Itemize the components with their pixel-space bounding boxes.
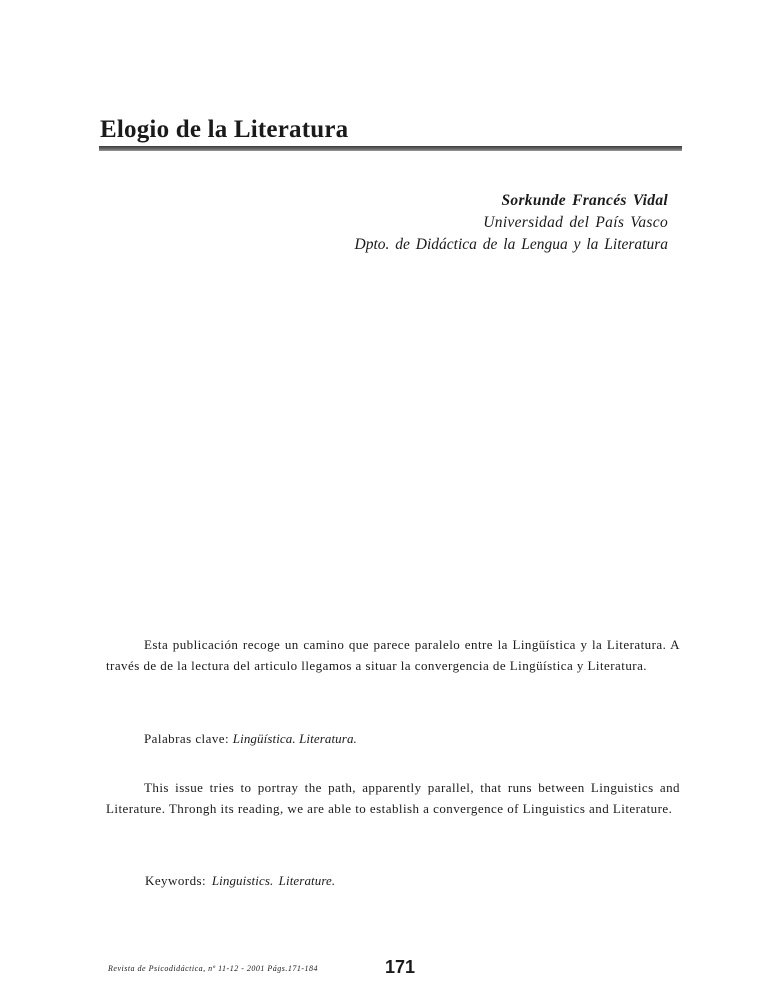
keywords-spanish: [144, 729, 357, 750]
abstract-english: [106, 778, 680, 819]
author-department: Dpto. de Didáctica de la Lengua y la Literatura: [354, 236, 668, 253]
keywords-spanish-values: Lingüística. Literatura.: [232, 731, 357, 746]
abstract-spanish-text: Esta publicación recoge un camino que parece paralelo entre la Lingüística y la Literatura. A través de de la lectura del articulo llegamos a situar la convergencia de Lingüística y Literatura.: [106, 637, 680, 673]
keywords-english: [145, 871, 335, 892]
abstract-english-text: This issue tries to portray the path, apparently parallel, that runs between Linguistics and Literature. Throngh its reading, we are able to establish a convergence of Linguistics and Literature.: [106, 780, 680, 816]
article-title: Elogio de la Literatura: [100, 116, 349, 143]
keywords-english-label: Keywords:: [145, 873, 207, 888]
page-number: 171: [385, 957, 416, 977]
keywords-spanish-label: Palabras clave:: [144, 731, 230, 746]
author-name: Sorkunde Francés Vidal: [501, 192, 668, 209]
title-underline: [99, 146, 682, 151]
abstract-spanish: [106, 635, 680, 676]
author-university: Universidad del País Vasco: [483, 214, 668, 231]
keywords-english-values: Linguistics. Literature.: [211, 873, 336, 888]
journal-citation: Revista de Psicodidáctica, nº 11-12 - 2001 Págs.171-184: [108, 964, 319, 973]
